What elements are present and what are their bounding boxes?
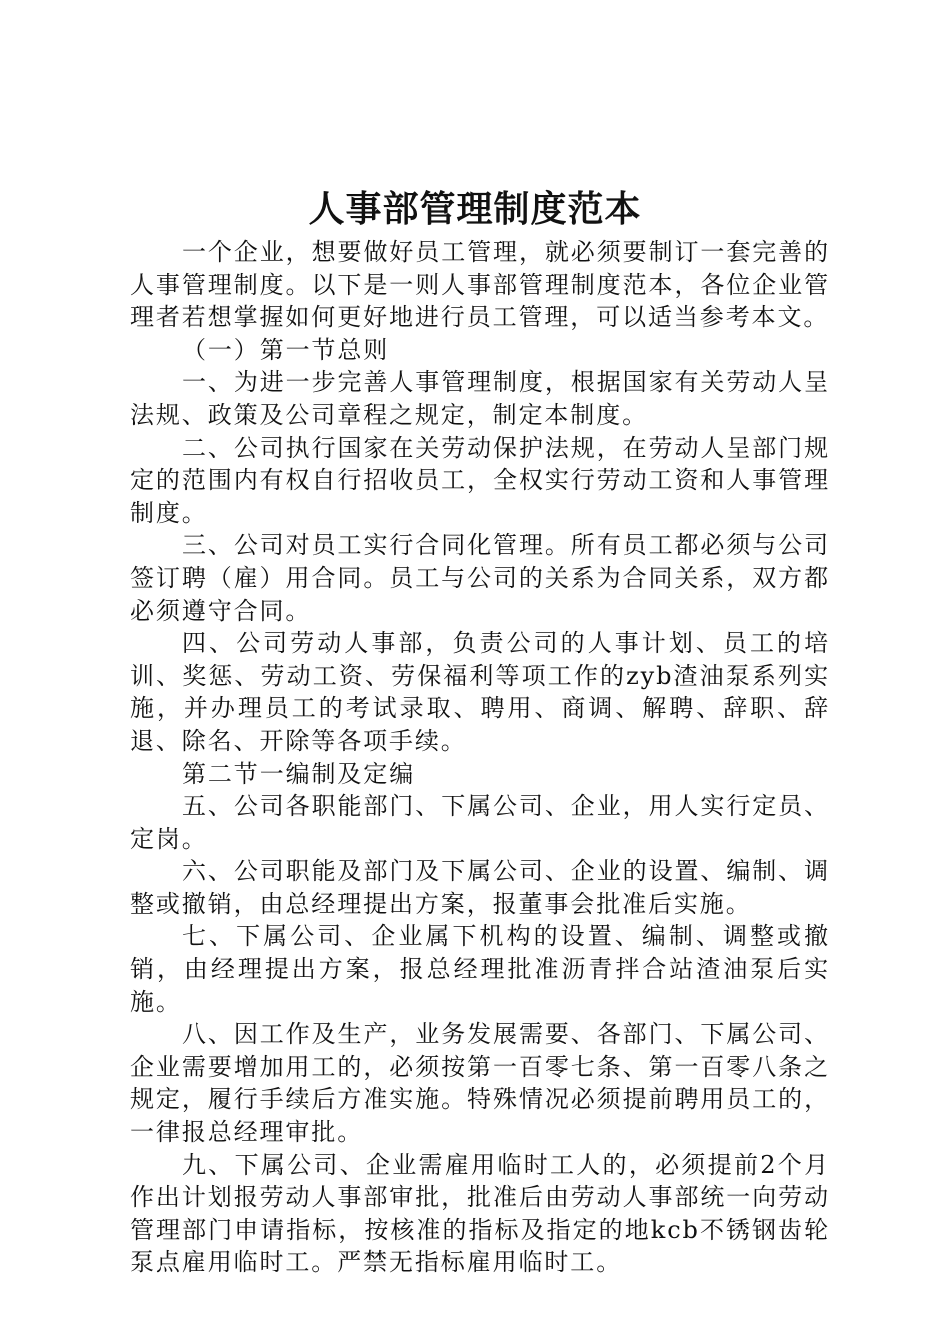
- paragraph-article-4: 四、公司劳动人事部，负责公司的人事计划、员工的培训、奖惩、劳动工资、劳保福利等项工作的zyb渣油泵系列实施，并办理员工的考试录取、聘用、商调、解聘、辞职、辞退、除名、开除等各项手续。: [130, 629, 830, 755]
- paragraph-article-8: 八、因工作及生产，业务发展需要、各部门、下属公司、企业需要增加用工的，必须按第一百零七条、第一百零八条之规定，履行手续后方准实施。特殊情况必须提前聘用员工的，一律报总经理审批。: [130, 1020, 830, 1147]
- document-body: [130, 236, 830, 1279]
- section-heading-2: 第二节一编制及定编: [182, 759, 416, 788]
- paragraph-article-5: 五、公司各职能部门、下属公司、企业，用人实行定员、定岗。: [130, 792, 830, 853]
- section-heading-1: （一）第一节总则: [182, 335, 390, 364]
- paragraph-article-6: 六、公司职能及部门及下属公司、企业的设置、编制、调整或撤销，由总经理提出方案，报董事会批准后实施。: [130, 857, 830, 918]
- paragraph-intro: 一个企业，想要做好员工管理，就必须要制订一套完善的人事管理制度。以下是一则人事部管理制度范本，各位企业管理者若想掌握如何更好地进行员工管理，可以适当参考本文。: [130, 238, 830, 332]
- paragraph-article-3: 三、公司对员工实行合同化管理。所有员工都必须与公司签订聘（雇）用合同。员工与公司的关系为合同关系，双方都必须遵守合同。: [130, 531, 830, 625]
- paragraph-article-1: 一、为进一步完善人事管理制度，根据国家有关劳动人呈法规、政策及公司章程之规定，制定本制度。: [130, 368, 830, 429]
- document-title: 人事部管理制度范本: [308, 189, 642, 230]
- paragraph-article-9: 九、下属公司、企业需雇用临时工人的，必须提前2个月作出计划报劳动人事部审批，批准后由劳动人事部统一向劳动管理部门申请指标，按核准的指标及指定的地kcb不锈钢齿轮泵点雇用临时工。严禁无指标雇用临时工。: [130, 1150, 830, 1277]
- paragraph-article-2: 二、公司执行国家在关劳动保护法规，在劳动人呈部门规定的范围内有权自行招收员工，全权实行劳动工资和人事管理制度。: [130, 433, 830, 527]
- paragraph-article-7: 七、下属公司、企业属下机构的设置、编制、调整或撤销，由经理提出方案，报总经理批准沥青拌合站渣油泵后实施。: [130, 922, 830, 1016]
